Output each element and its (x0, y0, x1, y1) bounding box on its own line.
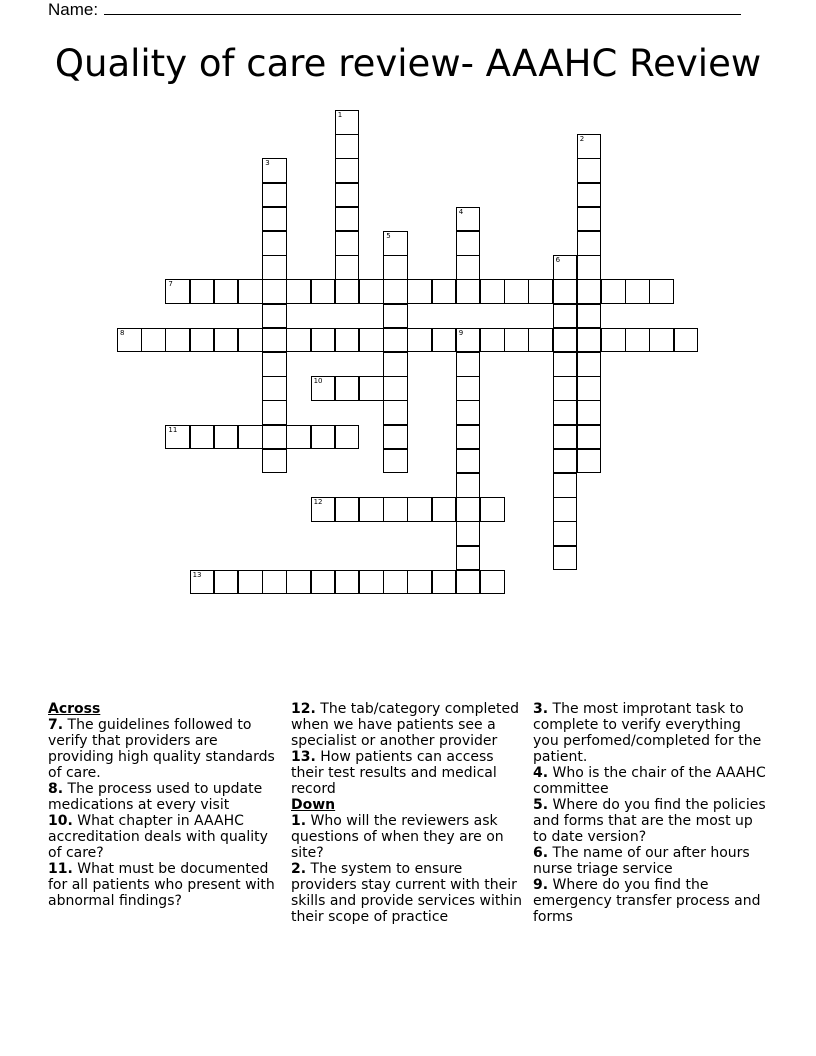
grid-cell[interactable] (601, 328, 626, 353)
down-clue-9: 9. Where do you find the emergency transfer process and forms (533, 877, 761, 925)
grid-cell[interactable] (165, 328, 190, 353)
clue-number-label: 7 (168, 280, 173, 289)
grid-cell[interactable] (553, 546, 578, 571)
grid-cell[interactable] (456, 376, 481, 401)
grid-cell[interactable] (407, 279, 432, 304)
grid-cell[interactable] (456, 255, 481, 280)
grid-cell[interactable] (407, 497, 432, 522)
grid-cell[interactable] (456, 328, 481, 353)
grid-cell[interactable] (504, 328, 529, 353)
grid-cell[interactable] (456, 546, 481, 571)
grid-cell[interactable] (504, 279, 529, 304)
grid-cell[interactable] (577, 279, 602, 304)
across-clue-7: 7. The guidelines followed to verify that providers are providing high quality standards of care. (48, 717, 275, 781)
grid-cell[interactable] (214, 570, 239, 595)
grid-cell[interactable] (383, 328, 408, 353)
grid-cell[interactable] (190, 279, 215, 304)
grid-cell[interactable] (383, 231, 408, 256)
grid-cell[interactable] (456, 400, 481, 425)
grid-cell[interactable] (359, 570, 384, 595)
grid-cell[interactable] (577, 352, 602, 377)
grid-cell[interactable] (359, 328, 384, 353)
down-clue-5: 5. Where do you find the policies and forms that are the most up to date version? (533, 797, 766, 845)
grid-cell[interactable] (238, 570, 263, 595)
grid-cell[interactable] (601, 279, 626, 304)
grid-cell[interactable] (456, 449, 481, 474)
grid-cell[interactable] (577, 134, 602, 159)
across-clue-12: 12. The tab/category completed when we have patients see a specialist or another provider (291, 701, 520, 749)
grid-cell[interactable] (577, 231, 602, 256)
grid-cell[interactable] (577, 328, 602, 353)
grid-cell[interactable] (335, 255, 360, 280)
grid-cell[interactable] (262, 207, 287, 232)
grid-cell[interactable] (238, 425, 263, 450)
grid-cell[interactable] (311, 328, 336, 353)
grid-cell[interactable] (190, 570, 215, 595)
grid-cell[interactable] (383, 255, 408, 280)
grid-cell[interactable] (456, 497, 481, 522)
grid-cell[interactable] (238, 328, 263, 353)
grid-cell[interactable] (262, 279, 287, 304)
grid-cell[interactable] (335, 134, 360, 159)
clue-number-label: 10 (313, 377, 323, 386)
across-clue-10: 10. What chapter in AAAHC accreditation deals with quality of care? (48, 813, 268, 861)
clues-column-2 (291, 701, 526, 925)
grid-cell[interactable] (456, 521, 481, 546)
puzzle-title: Quality of care review- AAAHC Review (54, 42, 762, 85)
grid-cell[interactable] (262, 304, 287, 329)
grid-cell[interactable] (190, 425, 215, 450)
grid-cell[interactable] (335, 328, 360, 353)
down-heading: Down (291, 797, 336, 813)
grid-cell[interactable] (238, 279, 263, 304)
grid-cell[interactable] (262, 400, 287, 425)
grid-cell[interactable] (456, 473, 481, 498)
grid-cell[interactable] (262, 255, 287, 280)
grid-cell[interactable] (214, 328, 239, 353)
grid-cell[interactable] (577, 425, 602, 450)
grid-cell[interactable] (553, 376, 578, 401)
grid-cell[interactable] (335, 279, 360, 304)
across-clue-11: 11. What must be documented for all patients who present with abnormal findings? (48, 861, 275, 909)
grid-cell[interactable] (456, 279, 481, 304)
grid-cell[interactable] (625, 328, 650, 353)
grid-cell[interactable] (214, 279, 239, 304)
grid-cell[interactable] (553, 425, 578, 450)
grid-cell[interactable] (335, 158, 360, 183)
grid-cell[interactable] (480, 497, 505, 522)
down-clue-2: 2. The system to ensure providers stay current with their skills and provide services within their scope of practice (291, 861, 522, 925)
clue-number-label: 9 (458, 328, 464, 337)
grid-cell[interactable] (432, 570, 457, 595)
grid-cell[interactable] (528, 328, 553, 353)
clue-number-label: 11 (168, 425, 178, 434)
grid-cell[interactable] (649, 328, 674, 353)
grid-cell[interactable] (262, 183, 287, 208)
grid-cell[interactable] (432, 497, 457, 522)
grid-cell[interactable] (286, 279, 311, 304)
clue-number-label: 1 (337, 111, 343, 119)
grid-cell[interactable] (577, 304, 602, 329)
grid-cell[interactable] (383, 570, 408, 595)
grid-cell[interactable] (359, 497, 384, 522)
clue-number-label: 8 (120, 328, 125, 337)
grid-cell[interactable] (577, 158, 602, 183)
grid-cell[interactable] (553, 473, 578, 498)
clue-number-label: 6 (555, 256, 561, 265)
grid-cell[interactable] (480, 328, 505, 353)
grid-cell[interactable] (383, 279, 408, 304)
down-clue-6: 6. The name of our after hours nurse triage service (533, 845, 750, 877)
grid-cell[interactable] (407, 328, 432, 353)
grid-cell[interactable] (335, 497, 360, 522)
grid-cell[interactable] (674, 328, 699, 353)
grid-cell[interactable] (480, 570, 505, 595)
grid-cell[interactable] (553, 400, 578, 425)
clue-number-label: 12 (313, 498, 323, 507)
name-field (48, 0, 741, 20)
grid-cell[interactable] (432, 328, 457, 353)
grid-cell[interactable] (190, 328, 215, 353)
grid-cell[interactable] (262, 231, 287, 256)
grid-cell[interactable] (311, 376, 336, 401)
clue-number-label: 5 (386, 232, 391, 240)
grid-cell[interactable] (262, 425, 287, 450)
grid-cell[interactable] (286, 570, 311, 595)
grid-cell[interactable] (528, 279, 553, 304)
clue-number-label: 3 (265, 159, 270, 168)
grid-cell[interactable] (649, 279, 674, 304)
grid-cell[interactable] (359, 376, 384, 401)
grid-cell[interactable] (456, 570, 481, 595)
grid-cell[interactable] (383, 400, 408, 425)
grid-cell[interactable] (480, 279, 505, 304)
grid-cell[interactable] (383, 304, 408, 329)
grid-cell[interactable] (456, 231, 481, 256)
grid-cell[interactable] (335, 570, 360, 595)
grid-cell[interactable] (553, 328, 578, 353)
grid-cell[interactable] (456, 352, 481, 377)
grid-cell[interactable] (577, 400, 602, 425)
down-clue-3: 3. The most improtant task to complete to verify everything you perfomed/completed for the patient. (533, 701, 762, 765)
name-blank-line[interactable] (104, 0, 741, 15)
grid-cell[interactable] (165, 425, 190, 450)
grid-cell[interactable] (286, 328, 311, 353)
grid-cell[interactable] (335, 183, 360, 208)
clues-column-1 (48, 701, 283, 909)
clue-number-label: 13 (192, 570, 202, 579)
grid-cell[interactable] (553, 352, 578, 377)
grid-cell[interactable] (335, 110, 360, 135)
across-clue-13: 13. How patients can access their test results and medical record (291, 749, 497, 797)
grid-cell[interactable] (383, 449, 408, 474)
grid-cell[interactable] (165, 279, 190, 304)
grid-cell[interactable] (359, 279, 384, 304)
down-clue-1: 1. Who will the reviewers ask questions of when they are on site? (291, 813, 504, 861)
grid-cell[interactable] (335, 376, 360, 401)
grid-cell[interactable] (407, 570, 432, 595)
name-label: Name: (48, 0, 99, 19)
grid-cell[interactable] (311, 570, 336, 595)
clue-number-label: 2 (579, 135, 585, 144)
grid-cell[interactable] (456, 425, 481, 450)
grid-cell[interactable] (335, 231, 360, 256)
grid-cell[interactable] (311, 425, 336, 450)
grid-cell[interactable] (286, 425, 311, 450)
grid-cell[interactable] (141, 328, 166, 353)
grid-cell[interactable] (335, 425, 360, 450)
grid-cell[interactable] (553, 497, 578, 522)
across-heading: Across (48, 701, 101, 717)
grid-cell[interactable] (214, 425, 239, 450)
grid-cell[interactable] (262, 352, 287, 377)
grid-cell[interactable] (383, 352, 408, 377)
grid-cell[interactable] (553, 279, 578, 304)
grid-cell[interactable] (553, 521, 578, 546)
grid-cell[interactable] (262, 376, 287, 401)
grid-cell[interactable] (577, 255, 602, 280)
grid-cell[interactable] (553, 449, 578, 474)
down-clue-4: 4. Who is the chair of the AAAHC committee (533, 765, 766, 797)
clues-column-3 (533, 701, 768, 925)
grid-cell[interactable] (577, 183, 602, 208)
grid-cell[interactable] (262, 158, 287, 183)
grid-cell[interactable] (625, 279, 650, 304)
grid-cell[interactable] (577, 449, 602, 474)
grid-cell[interactable] (432, 279, 457, 304)
grid-cell[interactable] (262, 570, 287, 595)
grid-cell[interactable] (383, 497, 408, 522)
grid-cell[interactable] (577, 376, 602, 401)
grid-cell[interactable] (262, 328, 287, 353)
grid-cell[interactable] (553, 304, 578, 329)
grid-cell[interactable] (383, 425, 408, 450)
grid-cell[interactable] (311, 279, 336, 304)
grid-cell[interactable] (383, 376, 408, 401)
grid-cell[interactable] (553, 255, 578, 280)
grid-cell[interactable] (577, 207, 602, 232)
grid-cell[interactable] (456, 207, 481, 232)
grid-cell[interactable] (117, 328, 142, 353)
grid-cell[interactable] (335, 207, 360, 232)
across-clue-8: 8. The process used to update medications at every visit (48, 781, 263, 813)
grid-cell[interactable] (311, 497, 336, 522)
grid-cell[interactable] (262, 449, 287, 474)
clue-number-label: 4 (458, 207, 464, 216)
